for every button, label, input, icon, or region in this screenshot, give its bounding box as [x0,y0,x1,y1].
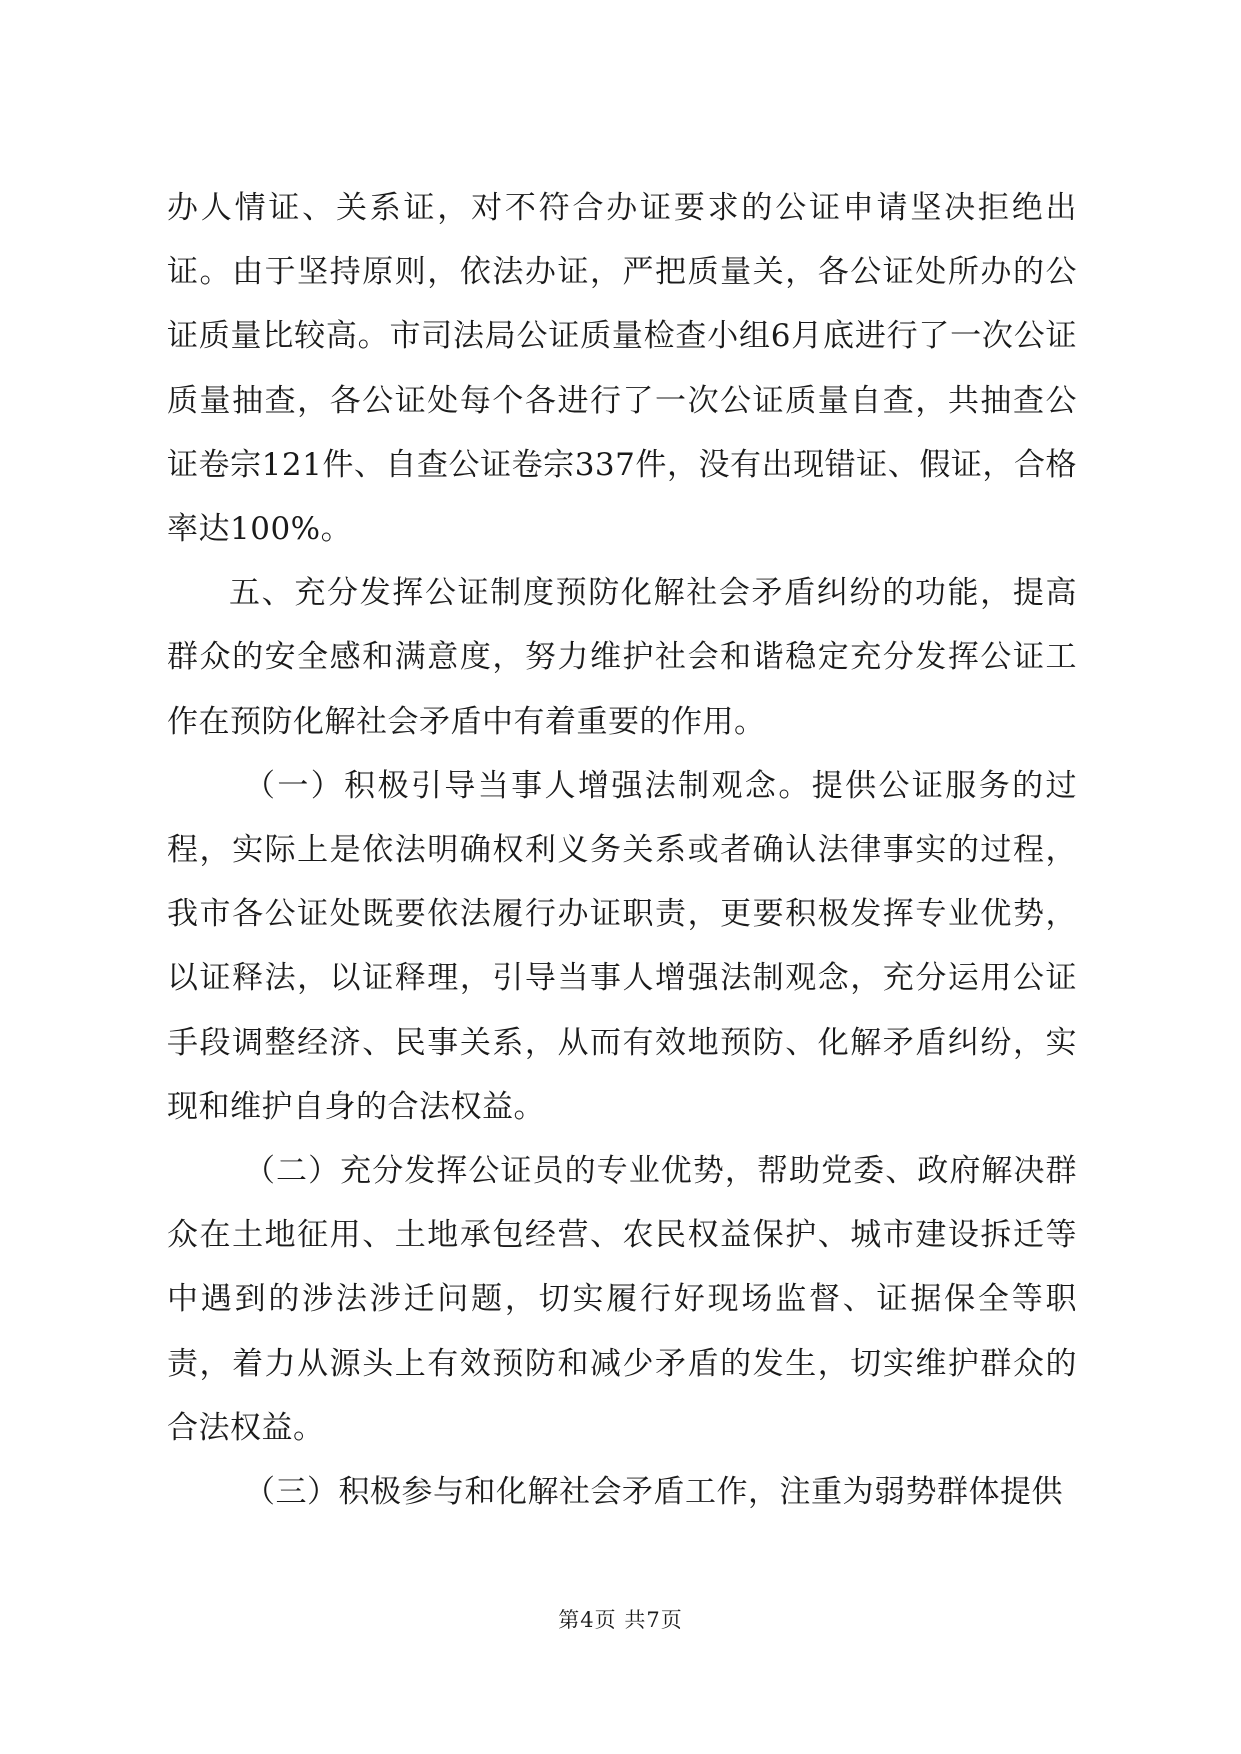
paragraph-item-one: （一）积极引导当事人增强法制观念。提供公证服务的过程，实际上是依法明确权利义务关系或者确认法律事实的过程，我市各公证处既要依法履行办证职责，更要积极发挥专业优势，以证释法，以证释理，引导当事人增强法制观念，充分运用公证手段调整经济、民事关系，从而有效地预防、化解矛盾纠纷，实现和维护自身的合法权益。 [167,767,1077,1125]
page-number-footer: 第4页 共7页 [558,1608,683,1632]
paragraph-item-three: （三）积极参与和化解社会矛盾工作，注重为弱势群体提供 [244,1474,1063,1511]
paragraph-item-two: （二）充分发挥公证员的专业优势，帮助党委、政府解决群众在土地征用、土地承包经营、农民权益保护、城市建设拆迁等中遇到的涉法涉迁问题，切实履行好现场监督、证据保全等职责，着力从源头上有效预防和减少矛盾的发生，切实维护群众的合法权益。 [167,1153,1077,1446]
document-body [167,176,1077,1524]
paragraph-section-five: 五、充分发挥公证制度预防化解社会矛盾纠纷的功能，提高群众的安全感和满意度，努力维护社会和谐稳定充分发挥公证工作在预防化解社会矛盾中有着重要的作用。 [167,575,1077,740]
paragraph-continuation: 办人情证、关系证，对不符合办证要求的公证申请坚决拒绝出证。由于坚持原则，依法办证，严把质量关，各公证处所办的公证质量比较高。市司法局公证质量检查小组6月底进行了一次公证质量抽查，各公证处每个各进行了一次公证质量自查，共抽查公证卷宗121件、自查公证卷宗337件，没有出现错证、假证，合格率达100%。 [167,190,1077,548]
